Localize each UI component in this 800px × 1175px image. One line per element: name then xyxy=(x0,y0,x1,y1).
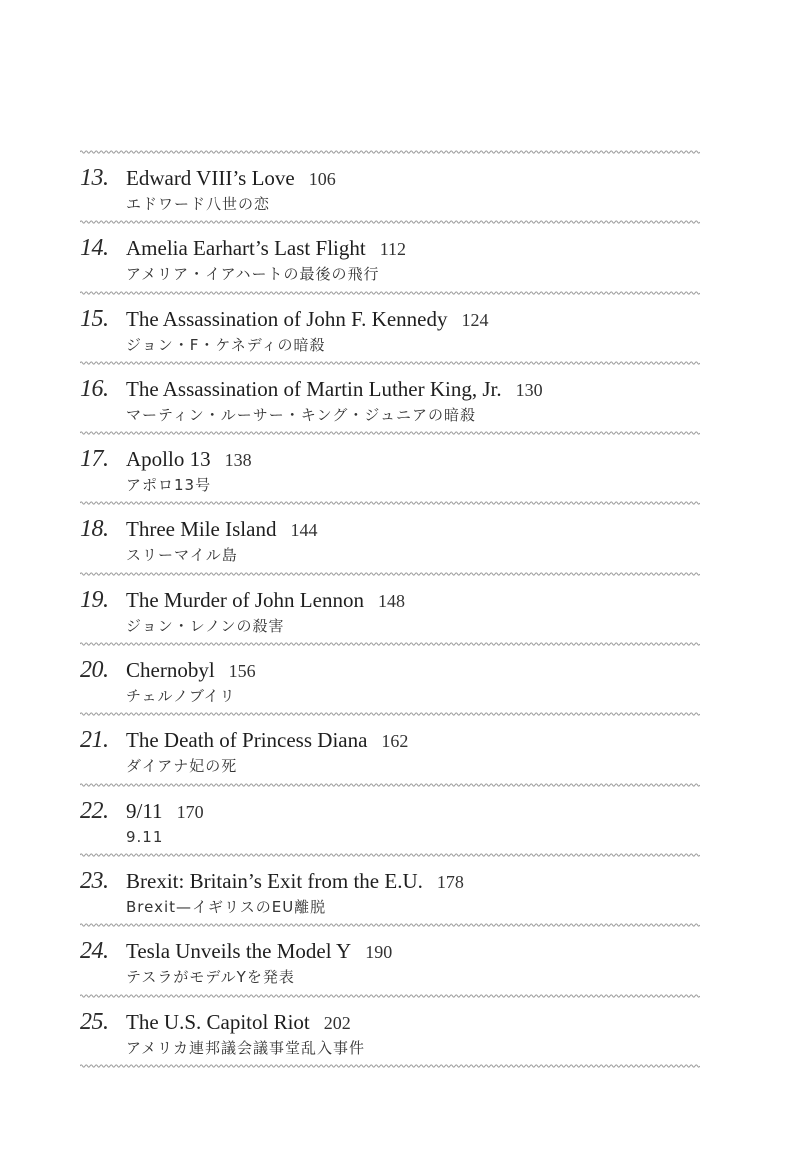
page-number: 202 xyxy=(323,1012,351,1033)
toc-entry xyxy=(80,436,700,500)
chapter-number: 13. xyxy=(80,165,109,191)
page-number: 138 xyxy=(224,450,252,471)
toc-entry xyxy=(80,717,700,781)
toc-entry xyxy=(80,928,700,992)
chapter-subtitle-japanese: アメリカ連邦議会議事堂乱入事件 xyxy=(126,1038,365,1057)
chapter-number: 15. xyxy=(80,305,109,332)
page-number: 170 xyxy=(176,801,204,822)
chapter-title: Three Mile Island xyxy=(126,517,277,542)
chapter-number: 23. xyxy=(80,867,109,894)
chapter-number: 17. xyxy=(80,446,109,473)
toc-entry xyxy=(80,225,700,289)
chapter-subtitle-japanese: ジョン・F・ケネディの暗殺 xyxy=(126,335,326,354)
chapter-title: 9/11 xyxy=(126,798,163,823)
chapter-subtitle-japanese: マーティン・ルーサー・キング・ジュニアの暗殺 xyxy=(126,405,477,424)
page-number: 106 xyxy=(308,169,336,189)
chapter-title: The Assassination of Martin Luther King, Jr. xyxy=(126,376,502,401)
page-number: 130 xyxy=(515,379,543,400)
chapter-number: 24. xyxy=(80,938,109,965)
chapter-subtitle-japanese: Brexit—イギリスのEU離脱 xyxy=(126,897,327,916)
chapter-title: Chernobyl xyxy=(126,658,215,683)
chapter-number: 21. xyxy=(80,727,109,754)
chapter-title: The U.S. Capitol Riot xyxy=(126,1009,310,1034)
chapter-subtitle-japanese: エドワード八世の恋 xyxy=(126,195,271,213)
toc-entry xyxy=(80,155,700,219)
chapter-number: 25. xyxy=(80,1008,109,1035)
chapter-title: Edward VIII’s Love xyxy=(126,166,295,190)
page-number: 148 xyxy=(377,590,405,611)
page-number: 124 xyxy=(461,309,489,330)
page-number: 156 xyxy=(228,661,256,682)
chapter-subtitle-japanese: テスラがモデルYを発表 xyxy=(126,968,295,987)
table-of-contents xyxy=(80,149,700,1069)
chapter-title: Brexit: Britain’s Exit from the E.U. xyxy=(126,868,423,893)
chapter-subtitle-japanese: ダイアナ妃の死 xyxy=(126,757,238,776)
chapter-subtitle-japanese: ジョン・レノンの殺害 xyxy=(126,616,285,635)
toc-entry xyxy=(80,506,700,570)
toc-entry xyxy=(80,999,700,1063)
chapter-number: 19. xyxy=(80,586,109,613)
page-number: 162 xyxy=(381,731,409,752)
page-number: 190 xyxy=(365,942,393,963)
chapter-title: The Assassination of John F. Kennedy xyxy=(126,306,448,331)
chapter-title: The Death of Princess Diana xyxy=(126,728,368,753)
chapter-number: 14. xyxy=(80,235,109,262)
toc-entry xyxy=(80,858,700,922)
chapter-title: Amelia Earhart’s Last Flight xyxy=(126,236,366,261)
chapter-number: 20. xyxy=(80,657,109,684)
chapter-subtitle-japanese: 9.11 xyxy=(126,827,164,846)
toc-entry xyxy=(80,788,700,852)
wavy-divider xyxy=(80,1063,700,1069)
toc-entry xyxy=(80,577,700,641)
chapter-number: 22. xyxy=(80,797,109,824)
page-number: 178 xyxy=(436,871,464,892)
chapter-number: 16. xyxy=(80,375,109,402)
page-number: 112 xyxy=(379,239,407,260)
chapter-title: Apollo 13 xyxy=(126,447,211,472)
chapter-subtitle-japanese: アメリア・イアハートの最後の飛行 xyxy=(126,265,380,284)
chapter-title: The Murder of John Lennon xyxy=(126,587,364,612)
page-number: 144 xyxy=(290,520,318,541)
toc-entry xyxy=(80,366,700,430)
chapter-title: Tesla Unveils the Model Y xyxy=(126,939,352,964)
chapter-subtitle-japanese: チェルノブイリ xyxy=(126,687,236,706)
chapter-subtitle-japanese: アポロ13号 xyxy=(126,476,212,495)
chapter-subtitle-japanese: スリーマイル島 xyxy=(126,546,238,565)
toc-entry xyxy=(80,647,700,711)
chapter-number: 18. xyxy=(80,516,109,543)
toc-entry xyxy=(80,296,700,360)
